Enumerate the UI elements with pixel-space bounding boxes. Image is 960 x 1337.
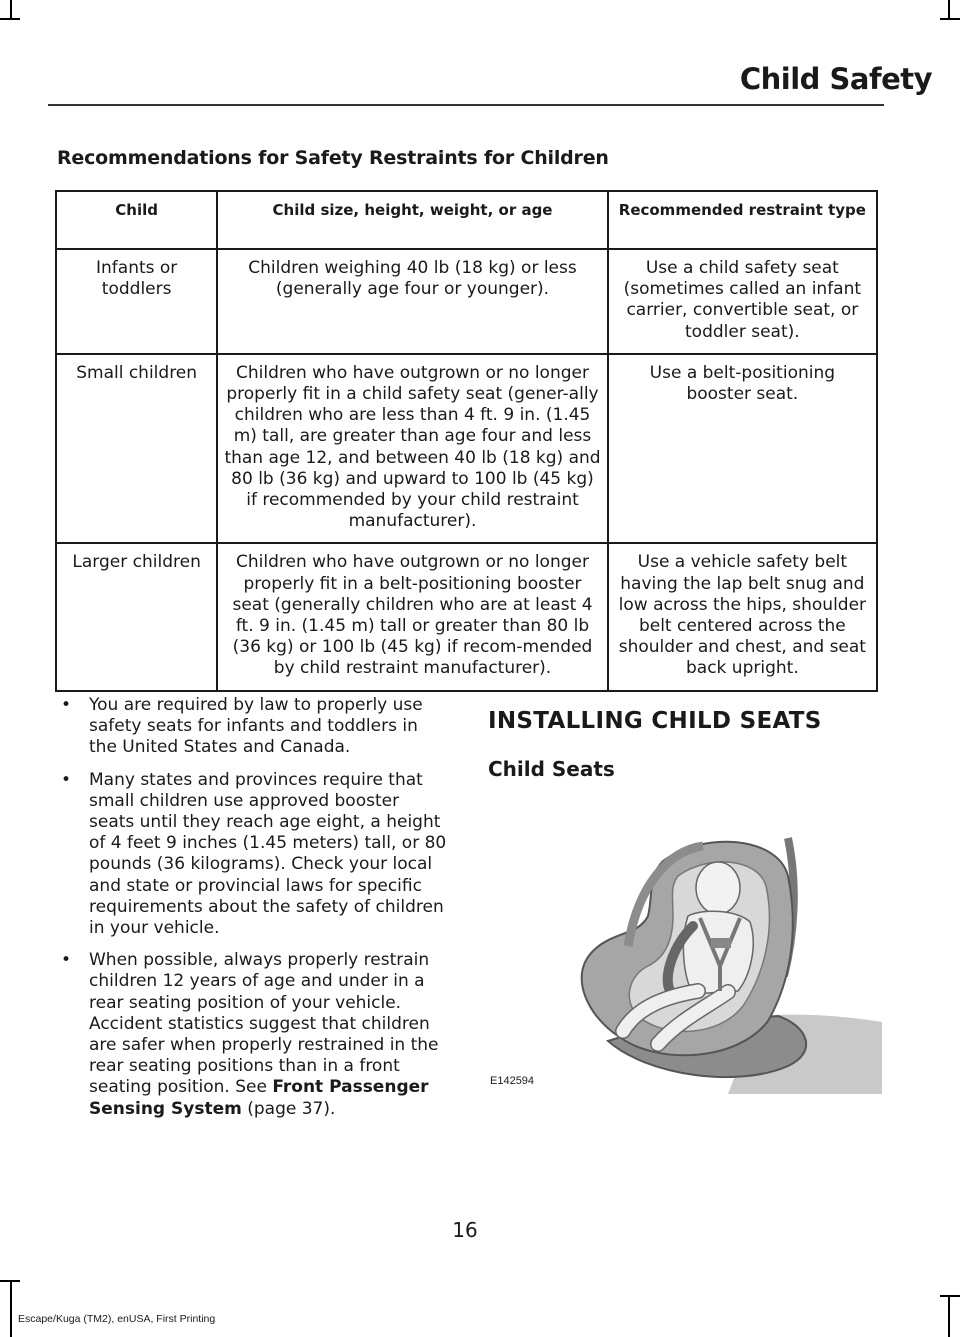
column-header: Child size, height, weight, or age: [217, 191, 607, 249]
footer-text: Escape/Kuga (TM2), enUSA, First Printing: [18, 1313, 216, 1325]
table-cell: Use a vehicle safety belt having the lap belt snug and low across the hips, shoulder belt centered across the shoulder and chest, and seat back upright.: [608, 543, 877, 690]
header-divider: [48, 104, 884, 106]
child-seat-drawing: [488, 826, 882, 1094]
section-title: Recommendations for Safety Restraints for Children: [57, 147, 609, 169]
bullet-glyph: •: [61, 950, 72, 971]
table-cell: Infants or toddlers: [56, 249, 217, 354]
restraint-recommendation-table: [55, 190, 878, 692]
list-item: [57, 695, 449, 759]
crop-mark: [940, 1295, 960, 1297]
crop-mark: [0, 18, 20, 20]
list-item: [57, 950, 449, 1120]
child-seats-subheading: Child Seats: [488, 757, 615, 781]
page-reference: (page 37).: [247, 1098, 336, 1119]
cross-reference-link[interactable]: Front Passenger Sensing System: [89, 1077, 429, 1119]
page-header-title: Child Safety: [739, 62, 932, 96]
column-header: Recommended restraint type: [608, 191, 877, 249]
page-number: 16: [452, 1218, 478, 1242]
table-cell: Use a child safety seat (sometimes called an infant carrier, convertible seat, or toddler seat).: [608, 249, 877, 354]
table-cell: Small children: [56, 354, 217, 544]
child-seat-illustration: [488, 826, 882, 1094]
table-row: [56, 354, 877, 544]
list-item-text: Many states and provinces require that small children use approved booster seats until they reach age eight, a height of 4 feet 9 inches (1.45 meters) tall, or 80 pounds (36 kilograms). Check your local and state or provincial laws for specific requirements about the safety of children in your vehicle.: [89, 769, 447, 939]
table-row: [56, 249, 877, 354]
list-item-text: When possible, always properly restrain children 12 years of age and under in a rear seating position of your vehicle. Accident statistics suggest that children are safer when properly restrained in the rear seating positions than in a front seating position. See: [89, 950, 439, 1098]
list-item: [57, 770, 449, 940]
table-cell: Use a belt-positioning booster seat.: [608, 354, 877, 544]
crop-mark: [948, 1295, 950, 1337]
safety-bullet-list: [57, 695, 449, 1131]
table-cell: Children who have outgrown or no longer properly fit in a belt-positioning booster seat (generally children who are at least 4 ft. 9 in. (1.45 m) tall or greater than 80 lb (36 kg) or 100 lb (45 kg) if recom-mended by child restraint manufacturer).: [217, 543, 607, 690]
crop-mark: [0, 1280, 20, 1282]
table-row: [56, 543, 877, 690]
figure-code: E142594: [490, 1075, 535, 1087]
crop-mark: [10, 0, 12, 20]
table-header-row: [56, 191, 877, 249]
table-cell: Children who have outgrown or no longer properly fit in a child safety seat (gener-ally children who are less than 4 ft. 9 in. (1.45 m) tall, are greater than age four and less than age 12, and between 40 lb (18 kg) and 80 lb (36 kg) and upward to 100 lb (45 kg) if recommended by your child restraint manufacturer).: [217, 354, 607, 544]
crop-mark: [948, 0, 950, 20]
column-header: Child: [56, 191, 217, 249]
installing-child-seats-heading: INSTALLING CHILD SEATS: [488, 708, 822, 734]
table-cell: Larger children: [56, 543, 217, 690]
list-item-text: You are required by law to properly use safety seats for infants and toddlers in the United States and Canada.: [89, 695, 423, 758]
bullet-glyph: •: [61, 769, 72, 790]
table-cell: Children weighing 40 lb (18 kg) or less (generally age four or younger).: [217, 249, 607, 354]
bullet-glyph: •: [61, 695, 72, 715]
crop-mark: [940, 18, 960, 20]
crop-mark: [10, 1280, 12, 1337]
